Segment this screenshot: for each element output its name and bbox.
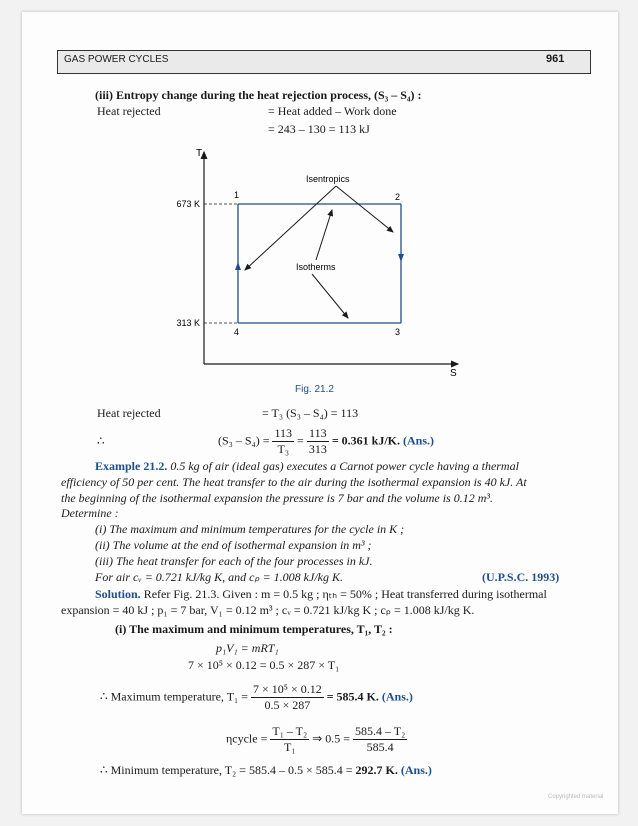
heat-rejected-entropy-expr: = T₃ (S₃ – S₄) = 113 [262, 406, 359, 420]
fraction-denominator: 0.5 × 287 [264, 698, 311, 712]
state-4-label: 4 [234, 327, 240, 337]
entropy-result: = 0.361 kJ/K. [331, 433, 401, 448]
high-temp-label: 673 K [176, 199, 200, 209]
equals-sign: = [297, 433, 304, 448]
fraction-denominator: T₁ [284, 740, 296, 754]
example-text-line-1: 0.5 kg of air (ideal gas) executes a Carnot power cycle having a thermal [170, 459, 519, 473]
isotherm-pointer-bottom [312, 274, 348, 318]
solution-first-line [95, 587, 547, 602]
min-temperature-label: ∴ Minimum temperature, T₂ = 585.4 – 0.5 × 585.4 = [100, 763, 353, 777]
arrow-4-1 [235, 262, 241, 270]
heat-rejected-expression: = Heat added – Work done [268, 104, 397, 118]
s-axis-label: S [450, 368, 457, 379]
ts-diagram [160, 142, 470, 380]
fraction-numerator: 113 [274, 426, 293, 440]
fraction-numerator: 585.4 – T₂ [355, 724, 406, 738]
isotherms-label: Isotherms [296, 262, 336, 272]
example-text-line-4: Determine : [61, 506, 119, 520]
answer-tag: (Ans.) [381, 689, 413, 704]
solution-line-2: expansion = 40 kJ ; p₁ = 7 bar, V₁ = 0.12 m³ ; cᵥ = 0.721 kJ/kg K ; cₚ = 1.008 kJ/kg K. [61, 603, 475, 617]
answer-tag: (Ans.) [400, 763, 432, 777]
efficiency-fraction [270, 724, 309, 755]
efficiency-label: ηcycle = [226, 731, 268, 746]
isentropics-label: Isentropics [306, 174, 350, 184]
example-item-3: (iii) The heat transfer for each of the four processes in kJ. [95, 554, 373, 568]
min-temperature-result: 292.7 K. [355, 763, 398, 777]
entropy-equation [218, 426, 434, 457]
efficiency-fraction-2 [353, 724, 407, 755]
max-temperature-line [100, 682, 413, 713]
max-temperature-fraction [251, 682, 324, 713]
state-1-label: 1 [234, 190, 240, 200]
example-item-1: (i) The maximum and minimum temperatures for the cycle in K ; [95, 522, 405, 536]
heat-rejected-value: = 243 – 130 = 113 kJ [268, 122, 370, 136]
isentropic-pointer-left [245, 186, 336, 270]
fraction-denominator: 313 [308, 442, 327, 456]
section-heading: (iii) Entropy change during the heat rejection process, (S₃ – S₄) : [95, 88, 422, 102]
answer-tag: (Ans.) [403, 433, 435, 448]
state-2-label: 2 [395, 192, 401, 202]
solution-label: Solution. [95, 587, 141, 601]
figure-caption: Fig. 21.2 [295, 384, 334, 395]
heat-rejected-label: Heat rejected [97, 104, 161, 118]
isotherm-pointer-top [316, 210, 332, 260]
example-text-line-3: the beginning of the isothermal expansion the pressure is 7 bar and the volume is 0.12 m³. [61, 491, 493, 505]
entropy-lhs: (S₃ – S₄) = [218, 433, 270, 448]
therefore-symbol: ∴ [97, 434, 105, 448]
fraction-numerator: 113 [307, 426, 329, 442]
heat-rejected-label-2: Heat rejected [97, 406, 161, 420]
watermark: Copyrighted material [548, 794, 604, 800]
max-temperature-label: ∴ Maximum temperature, T₁ = [100, 689, 248, 704]
solution-sub-heading: (i) The maximum and minimum temperatures, T₁, T₂ : [115, 622, 393, 636]
solution-line-1: Refer Fig. 21.3. Given : m = 0.5 kg ; ηₜₕ = 50% ; Heat transferred during isothermal [143, 587, 547, 601]
fraction-numerator: T₁ – T₂ [272, 724, 308, 738]
fraction-denominator: 585.4 [366, 740, 394, 754]
fraction-denominator: T₃ [277, 442, 290, 456]
efficiency-line [226, 724, 407, 755]
chapter-title: GAS POWER CYCLES [64, 54, 169, 65]
low-temp-label: 313 K [176, 318, 200, 328]
min-temperature-line [100, 763, 432, 778]
efficiency-value: 0.5 = [325, 731, 351, 746]
example-first-line [95, 459, 519, 474]
max-temperature-result: = 585.4 K. [326, 689, 379, 704]
fraction-113-over-313 [307, 426, 329, 457]
arrow-2-3 [398, 254, 404, 262]
page-number: 961 [546, 53, 565, 65]
example-given: For air cᵥ = 0.721 kJ/kg K, and cₚ = 1.008 kJ/kg K. [95, 570, 343, 584]
fraction-113-over-t3 [272, 426, 294, 457]
implies-arrow: ⇒ [312, 731, 323, 746]
isentropic-pointer-right [336, 186, 393, 232]
example-title: Example 21.2. [95, 459, 168, 473]
fraction-numerator: 7 × 10⁵ × 0.12 [253, 682, 322, 696]
example-item-2: (ii) The volume at the end of isothermal expansion in m³ ; [95, 538, 372, 552]
example-source: (U.P.S.C. 1993) [482, 570, 560, 584]
example-text-line-2: efficiency of 50 per cent. The heat transfer to the air during the isothermal expansion is 40 kJ. At [61, 475, 527, 489]
ideal-gas-equation: p₁V₁ = mRT₁ [216, 641, 279, 655]
t-axis-label: T [196, 148, 203, 159]
state-3-label: 3 [395, 327, 401, 337]
substituted-equation: 7 × 10⁵ × 0.12 = 0.5 × 287 × T₁ [188, 658, 340, 672]
